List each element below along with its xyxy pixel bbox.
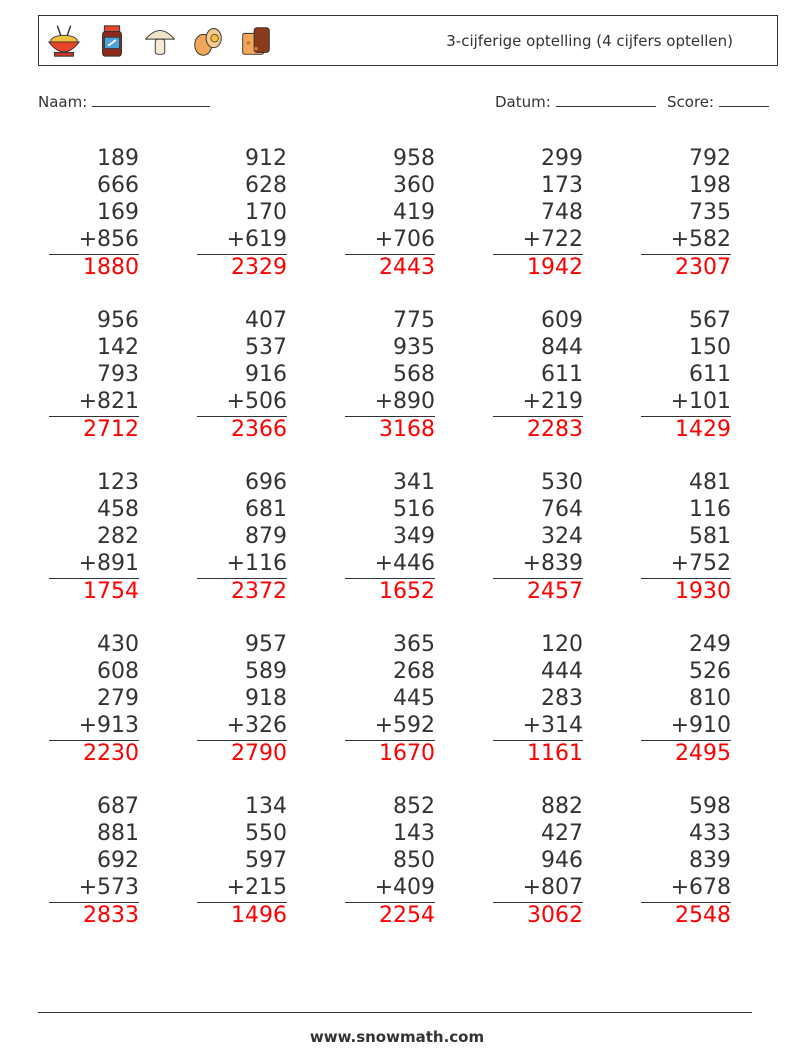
addition-problem <box>345 145 435 281</box>
answer: 2790 <box>231 741 287 766</box>
last-addend: +219 <box>522 389 583 414</box>
addend: 170 <box>245 200 287 225</box>
addend: 430 <box>97 632 139 657</box>
answer: 2443 <box>379 255 435 280</box>
answer: 1652 <box>379 579 435 604</box>
answer: 1670 <box>379 741 435 766</box>
addend: 324 <box>541 524 583 549</box>
addend: 957 <box>245 632 287 657</box>
addend: 169 <box>97 200 139 225</box>
answer: 2307 <box>675 255 731 280</box>
addition-problem <box>49 145 139 281</box>
answer: 2833 <box>83 903 139 928</box>
addend: 530 <box>541 470 583 495</box>
addition-problem <box>49 469 139 605</box>
addend: 123 <box>97 470 139 495</box>
answer: 2457 <box>527 579 583 604</box>
addition-problem <box>493 145 583 281</box>
addend: 282 <box>97 524 139 549</box>
bread-cheese-icon <box>237 22 275 60</box>
footer-divider <box>38 1012 752 1013</box>
addend: 956 <box>97 308 139 333</box>
last-addend: +592 <box>374 713 435 738</box>
noodle-bowl-icon <box>45 22 83 60</box>
score-field[interactable] <box>667 92 769 111</box>
last-addend: +582 <box>670 227 731 252</box>
last-addend: +619 <box>226 227 287 252</box>
addend: 268 <box>393 659 435 684</box>
addition-problem <box>49 793 139 929</box>
addition-problem <box>345 793 435 929</box>
last-addend: +116 <box>226 551 287 576</box>
addend: 611 <box>541 362 583 387</box>
addend: 687 <box>97 794 139 819</box>
score-line <box>719 92 769 107</box>
addend: 879 <box>245 524 287 549</box>
addend: 407 <box>245 308 287 333</box>
addend: 810 <box>689 686 731 711</box>
addition-problem <box>197 145 287 281</box>
last-addend: +910 <box>670 713 731 738</box>
addend: 458 <box>97 497 139 522</box>
name-line <box>92 92 210 107</box>
last-addend: +409 <box>374 875 435 900</box>
score-label: Score: <box>667 93 715 111</box>
answer: 3062 <box>527 903 583 928</box>
addend: 946 <box>541 848 583 873</box>
addend: 916 <box>245 362 287 387</box>
last-addend: +101 <box>670 389 731 414</box>
last-addend: +890 <box>374 389 435 414</box>
last-addend: +856 <box>78 227 139 252</box>
addition-problem <box>641 631 731 767</box>
addend: 681 <box>245 497 287 522</box>
addition-problem <box>641 469 731 605</box>
addend: 537 <box>245 335 287 360</box>
addition-problem <box>197 793 287 929</box>
answer: 2230 <box>83 741 139 766</box>
addend: 692 <box>97 848 139 873</box>
addend: 516 <box>393 497 435 522</box>
last-addend: +215 <box>226 875 287 900</box>
answer: 2712 <box>83 417 139 442</box>
addend: 792 <box>689 146 731 171</box>
answer: 1429 <box>675 417 731 442</box>
jam-jar-icon <box>93 22 131 60</box>
addend: 481 <box>689 470 731 495</box>
addend: 608 <box>97 659 139 684</box>
addend: 628 <box>245 173 287 198</box>
footer-site: www.snowmath.com <box>309 1028 485 1046</box>
addend: 150 <box>689 335 731 360</box>
last-addend: +913 <box>78 713 139 738</box>
last-addend: +573 <box>78 875 139 900</box>
eggs-icon <box>189 22 227 60</box>
addend: 581 <box>689 524 731 549</box>
addend: 341 <box>393 470 435 495</box>
last-addend: +821 <box>78 389 139 414</box>
addend: 444 <box>541 659 583 684</box>
last-addend: +446 <box>374 551 435 576</box>
addition-problem <box>197 631 287 767</box>
name-field[interactable] <box>38 92 210 111</box>
addend: 589 <box>245 659 287 684</box>
addend: 735 <box>689 200 731 225</box>
answer: 2254 <box>379 903 435 928</box>
last-addend: +752 <box>670 551 731 576</box>
addition-problem <box>641 145 731 281</box>
addend: 775 <box>393 308 435 333</box>
addend: 433 <box>689 821 731 846</box>
addend: 116 <box>689 497 731 522</box>
answer: 2495 <box>675 741 731 766</box>
addend: 609 <box>541 308 583 333</box>
last-addend: +678 <box>670 875 731 900</box>
addend: 666 <box>97 173 139 198</box>
answer: 1754 <box>83 579 139 604</box>
answer: 2329 <box>231 255 287 280</box>
addend: 142 <box>97 335 139 360</box>
addend: 526 <box>689 659 731 684</box>
addend: 360 <box>393 173 435 198</box>
addition-problem <box>493 631 583 767</box>
date-line <box>556 92 656 107</box>
addition-problem <box>49 307 139 443</box>
addend: 748 <box>541 200 583 225</box>
addend: 839 <box>689 848 731 873</box>
addend: 597 <box>245 848 287 873</box>
header-box <box>38 15 778 66</box>
name-label: Naam: <box>38 93 88 111</box>
last-addend: +706 <box>374 227 435 252</box>
answer: 1880 <box>83 255 139 280</box>
addend: 852 <box>393 794 435 819</box>
date-label: Datum: <box>495 93 551 111</box>
answer: 1161 <box>527 741 583 766</box>
addition-problem <box>493 469 583 605</box>
addend: 279 <box>97 686 139 711</box>
date-field[interactable] <box>495 92 656 111</box>
addend: 844 <box>541 335 583 360</box>
addend: 935 <box>393 335 435 360</box>
addend: 120 <box>541 632 583 657</box>
addend: 850 <box>393 848 435 873</box>
last-addend: +326 <box>226 713 287 738</box>
last-addend: +891 <box>78 551 139 576</box>
answer: 1496 <box>231 903 287 928</box>
addend: 568 <box>393 362 435 387</box>
addition-problem <box>345 631 435 767</box>
addition-problem <box>49 631 139 767</box>
answer: 1930 <box>675 579 731 604</box>
addend: 134 <box>245 794 287 819</box>
addition-problem <box>493 793 583 929</box>
addend: 427 <box>541 821 583 846</box>
addend: 249 <box>689 632 731 657</box>
last-addend: +722 <box>522 227 583 252</box>
mushroom-icon <box>141 22 179 60</box>
addition-problem <box>493 307 583 443</box>
last-addend: +314 <box>522 713 583 738</box>
answer: 2548 <box>675 903 731 928</box>
addend: 793 <box>97 362 139 387</box>
addition-problem <box>345 469 435 605</box>
addition-problem <box>641 307 731 443</box>
addend: 764 <box>541 497 583 522</box>
icon-strip <box>45 21 275 61</box>
addend: 696 <box>245 470 287 495</box>
addend: 598 <box>689 794 731 819</box>
addend: 198 <box>689 173 731 198</box>
addend: 912 <box>245 146 287 171</box>
addend: 189 <box>97 146 139 171</box>
addend: 445 <box>393 686 435 711</box>
addend: 419 <box>393 200 435 225</box>
addition-problem <box>345 307 435 443</box>
last-addend: +807 <box>522 875 583 900</box>
addend: 958 <box>393 146 435 171</box>
addend: 299 <box>541 146 583 171</box>
addend: 567 <box>689 308 731 333</box>
addend: 881 <box>97 821 139 846</box>
addend: 611 <box>689 362 731 387</box>
addend: 173 <box>541 173 583 198</box>
addend: 283 <box>541 686 583 711</box>
addend: 918 <box>245 686 287 711</box>
worksheet-title: 3-cijferige optelling (4 cijfers optellen) <box>446 32 733 50</box>
addend: 882 <box>541 794 583 819</box>
answer: 2366 <box>231 417 287 442</box>
addend: 143 <box>393 821 435 846</box>
addition-problem <box>197 469 287 605</box>
last-addend: +839 <box>522 551 583 576</box>
answer: 2372 <box>231 579 287 604</box>
addend: 550 <box>245 821 287 846</box>
addend: 349 <box>393 524 435 549</box>
addend: 365 <box>393 632 435 657</box>
answer: 2283 <box>527 417 583 442</box>
answer: 1942 <box>527 255 583 280</box>
addition-problem <box>641 793 731 929</box>
last-addend: +506 <box>226 389 287 414</box>
answer: 3168 <box>379 417 435 442</box>
addition-problem <box>197 307 287 443</box>
